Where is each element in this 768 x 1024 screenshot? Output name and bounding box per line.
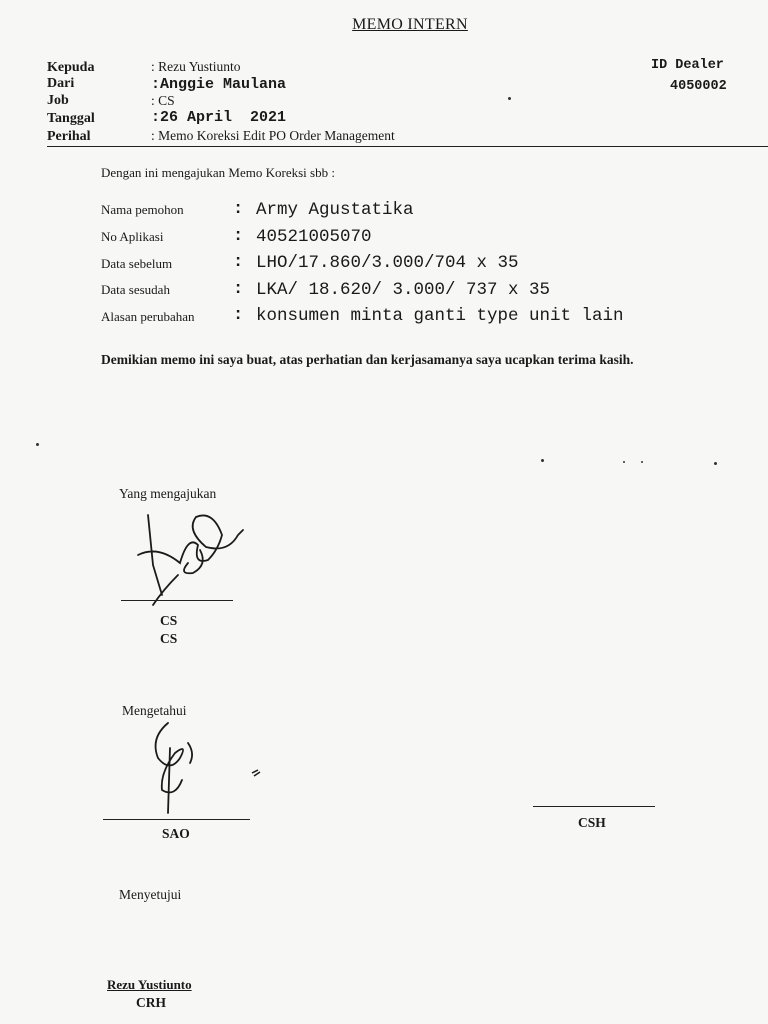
field-value-no-aplikasi: 40521005070 bbox=[256, 227, 372, 247]
field-value-nama-pemohon: Army Agustatika bbox=[256, 200, 414, 220]
header-label-tanggal: Tanggal bbox=[47, 111, 95, 126]
memo-title: MEMO INTERN bbox=[352, 16, 468, 33]
header-label-kepada: Kepuda bbox=[47, 60, 95, 75]
role-csh: CSH bbox=[578, 815, 606, 830]
approver-name: Rezu Yustiunto bbox=[107, 977, 192, 992]
field-colon: : bbox=[233, 253, 244, 272]
caption-mengetahui: Mengetahui bbox=[122, 703, 187, 718]
intro-text: Dengan ini mengajukan Memo Koreksi sbb : bbox=[101, 165, 335, 180]
signature-cs bbox=[118, 505, 258, 610]
header-value-dari: :Anggie Maulana bbox=[151, 76, 287, 93]
scan-speck bbox=[641, 461, 643, 463]
role-crh: CRH bbox=[136, 995, 166, 1010]
signature-line-cs bbox=[121, 600, 233, 601]
dealer-id-value: 4050002 bbox=[670, 79, 727, 94]
header-value-perihal: : Memo Koreksi Edit PO Order Management bbox=[151, 128, 395, 143]
header-value-kepada: : Rezu Yustiunto bbox=[151, 59, 241, 74]
scan-speck bbox=[541, 459, 544, 462]
scan-speck bbox=[36, 443, 39, 446]
scan-speck bbox=[623, 461, 625, 463]
field-colon: : bbox=[233, 227, 244, 246]
header-label-job: Job bbox=[47, 93, 69, 108]
header-label-perihal: Perihal bbox=[47, 129, 91, 144]
field-value-alasan-perubahan: konsumen minta ganti type unit lain bbox=[256, 306, 624, 326]
field-label-alasan-perubahan: Alasan perubahan bbox=[101, 309, 195, 324]
field-colon: : bbox=[233, 306, 244, 325]
field-label-data-sesudah: Data sesudah bbox=[101, 282, 170, 297]
scan-speck bbox=[714, 462, 717, 465]
dealer-id-label: ID Dealer bbox=[651, 58, 724, 73]
header-label-dari: Dari bbox=[47, 76, 75, 91]
field-colon: : bbox=[233, 280, 244, 299]
field-value-data-sebelum: LHO/17.860/3.000/704 x 35 bbox=[256, 253, 519, 273]
closing-text: Demikian memo ini saya buat, atas perhatian dan kerjasamanya saya ucapkan terima kasih. bbox=[101, 352, 634, 367]
role-cs-2: CS bbox=[160, 631, 178, 646]
scan-speck bbox=[508, 97, 511, 100]
field-colon: : bbox=[233, 200, 244, 219]
caption-menyetujui: Menyetujui bbox=[119, 887, 182, 902]
header-value-job: : CS bbox=[151, 93, 175, 108]
field-value-data-sesudah: LKA/ 18.620/ 3.000/ 737 x 35 bbox=[256, 280, 551, 300]
signature-sao bbox=[140, 718, 220, 818]
role-sao: SAO bbox=[162, 826, 190, 841]
field-label-data-sebelum: Data sebelum bbox=[101, 256, 173, 271]
header-divider bbox=[47, 146, 768, 147]
field-label-nama-pemohon: Nama pemohon bbox=[101, 202, 184, 217]
signature-line-sao bbox=[103, 819, 250, 820]
signature-line-csh bbox=[533, 806, 655, 807]
caption-yang-mengajukan: Yang mengajukan bbox=[119, 486, 217, 501]
role-cs-1: CS bbox=[160, 613, 178, 628]
header-value-tanggal: :26 April 2021 bbox=[151, 109, 287, 126]
field-label-no-aplikasi: No Aplikasi bbox=[101, 229, 164, 244]
